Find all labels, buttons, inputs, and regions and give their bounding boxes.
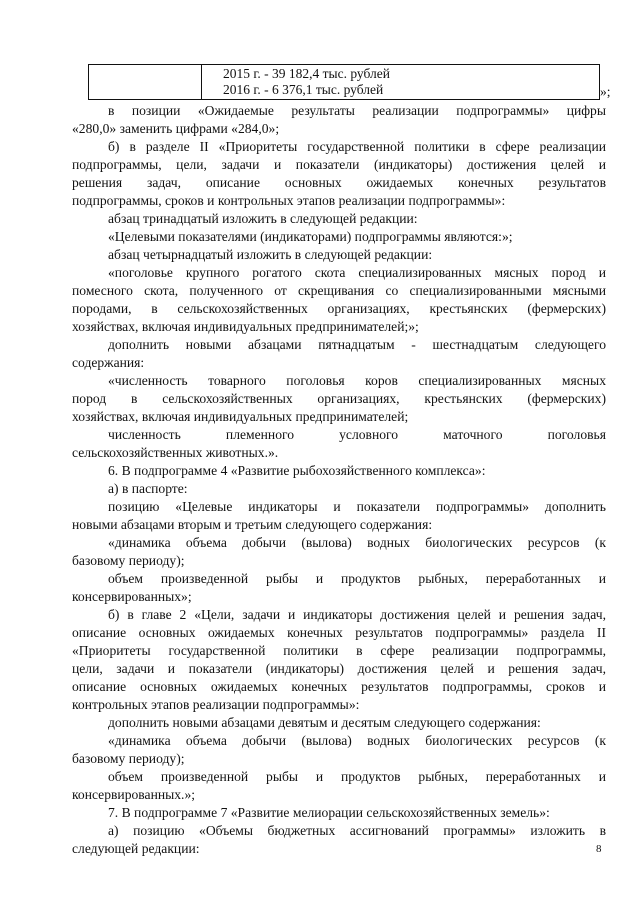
text-line: 6. В подпрограмме 4 «Развитие рыбохозяйственного комплекса»: [108, 463, 486, 478]
text-line: «динамика объема добычи (вылова) водных биологических ресурсов (к [108, 535, 606, 550]
text-line: помесного скота, полученного от скрещивания со специализированными мясными [72, 283, 606, 298]
text-line: объем произведенной рыбы и продуктов рыбных, переработанных и [108, 571, 606, 586]
text-line: «Целевыми показателями (индикаторами) подпрограммы являются:»; [108, 229, 513, 244]
text-line: породами, в сельскохозяйственных организациях, крестьянских (фермерских) [72, 301, 606, 316]
table-closing-quote: »; [600, 84, 611, 99]
text-line: а) позицию «Объемы бюджетных ассигнований программы» изложить в [108, 823, 606, 838]
text-line: контрольных этапов реализации подпрограммы»: [72, 697, 360, 712]
table-column-divider [201, 65, 202, 99]
text-line: б) в разделе II «Приоритеты государственной политики в сфере реализации [108, 139, 606, 154]
text-line: пород в сельскохозяйственных организациях, крестьянских (фермерских) [72, 391, 606, 406]
text-line: подпрограммы, сроков и контрольных этапов реализации подпрограммы»: [72, 193, 506, 208]
text-line: численность племенного условного маточного поголовья [108, 427, 606, 442]
table-fragment [88, 64, 600, 100]
text-line: абзац тринадцатый изложить в следующей редакции: [108, 211, 418, 226]
text-line: описание основных ожидаемых конечных результатов подпрограммы» раздела II [72, 625, 606, 640]
text-line: в позиции «Ожидаемые результаты реализации подпрограммы» цифры [108, 103, 606, 118]
text-line: следующей редакции: [72, 841, 200, 856]
text-line: консервированных.»; [72, 787, 196, 802]
page-number: 8 [596, 843, 602, 855]
text-line: хозяйствах, включая индивидуальных предпринимателей;»; [72, 319, 419, 334]
text-line: содержания: [72, 355, 145, 370]
text-line: подпрограммы, цели, задачи и показатели (индикаторы) достижения целей и [72, 157, 606, 172]
text-line: решения задач, описание основных ожидаемых конечных результатов [72, 175, 606, 190]
text-line: абзац четырнадцатый изложить в следующей редакции: [108, 247, 433, 262]
text-line: базовому периоду); [72, 553, 185, 568]
text-line: описание основных ожидаемых конечных результатов подпрограммы, сроков и [72, 679, 606, 694]
text-line: хозяйствах, включая индивидуальных предпринимателей; [72, 409, 409, 424]
text-line: дополнить новыми абзацами пятнадцатым - шестнадцатым следующего [108, 337, 606, 352]
text-line: консервированных»; [72, 589, 192, 604]
text-line: объем произведенной рыбы и продуктов рыбных, переработанных и [108, 769, 606, 784]
text-line: дополнить новыми абзацами девятым и десятым следующего содержания: [108, 715, 541, 730]
text-line: «численность товарного поголовья коров специализированных мясных [108, 373, 606, 388]
table-row-2015: 2015 г. - 39 182,4 тыс. рублей [223, 66, 390, 81]
text-line: позицию «Целевые индикаторы и показатели подпрограммы» дополнить [108, 499, 606, 514]
text-line: «динамика объема добычи (вылова) водных биологических ресурсов (к [108, 733, 606, 748]
table-row-2016: 2016 г. - 6 376,1 тыс. рублей [223, 82, 384, 97]
text-line: б) в главе 2 «Цели, задачи и индикаторы достижения целей и решения задач, [108, 607, 606, 622]
text-line: базовому периоду); [72, 751, 185, 766]
text-line: а) в паспорте: [108, 481, 188, 496]
text-line: «поголовье крупного рогатого скота специализированных мясных пород и [108, 265, 606, 280]
text-line: цели, задачи и показатели (индикаторы) достижения целей и решения задач, [72, 661, 606, 676]
text-line: 7. В подпрограмме 7 «Развитие мелиорации сельскохозяйственных земель»: [108, 805, 550, 820]
text-line: сельскохозяйственных животных.». [72, 445, 279, 460]
text-line: «280,0» заменить цифрами «284,0»; [72, 121, 280, 136]
text-line: «Приоритеты государственной политики в сфере реализации подпрограммы, [72, 643, 606, 658]
text-line: новыми абзацами вторым и третьим следующего содержания: [72, 517, 433, 532]
